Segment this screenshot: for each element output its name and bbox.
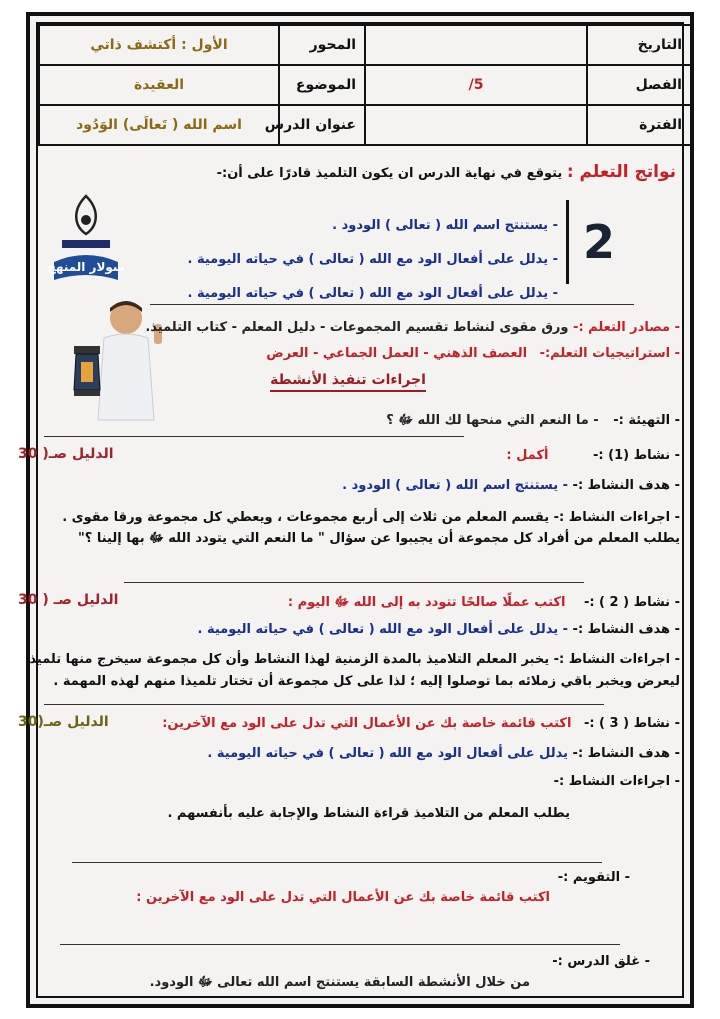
activity-2-guide-ref: الدليل صـ ( 30 [18, 592, 119, 608]
activity-1-procedure-line [62, 510, 680, 525]
divider [72, 862, 602, 863]
activity-2-goal-label: - هدف النشاط :- [572, 622, 680, 637]
procedures-title: اجراءات تنفيذ الأنشطة [270, 372, 426, 392]
activity-1-procedure-2: يطلب المعلم من أفراد كل مجموعة أن يجيبوا عن سؤال " ما النعم التي يتودد الله ﷻ بها إلينا ؟" [78, 531, 680, 546]
axis-value: الأول : أكتشف ذاتي [39, 25, 279, 65]
header-row-1 [39, 25, 691, 65]
outcomes-intro: يتوقع في نهاية الدرس ان يكون التلميذ قادرًا على أن:- [216, 166, 563, 181]
divider [150, 304, 634, 305]
activity-2-proc-1: يخبر المعلم التلاميذ بالمدة الزمنية لهذا النشاط وأن كل مجموعة سيخرج منها تلميذ [29, 652, 550, 667]
header-row-3 [39, 105, 691, 145]
closing-value: من خلال الأنشطة السابقة يستنتج اسم الله تعالى ﷻ الودود. [149, 975, 530, 990]
activity-1-goal: - يستنتج اسم الله ( تعالى ) الودود . [342, 478, 569, 493]
outcome-number-badge: 2 [566, 200, 629, 284]
resources-line [145, 320, 680, 335]
header-table [38, 24, 692, 146]
activity-3-goal: يدلل على أفعال الود مع الله ( تعالى ) في حياته اليومية . [207, 746, 569, 761]
evaluation-label: - التقويم :- [557, 870, 630, 885]
logo-text: سولار المنهج [47, 260, 125, 274]
activity-3-header [162, 716, 680, 731]
activity-3-procedure-label: - اجراءات النشاط :- [553, 774, 680, 789]
strategies-label: - استراتيجيات التعلم:- [539, 346, 680, 361]
activity-3-goal-line [207, 746, 680, 761]
activity-2-procedure-line [29, 652, 680, 667]
strategies-value: العصف الذهني - العمل الجماعي - العرض [266, 346, 528, 361]
period-value[interactable] [365, 105, 587, 145]
activity-1-label: - نشاط (1) :- [593, 448, 680, 463]
activity-1-title: أكمل : [506, 448, 549, 463]
activity-3-goal-label: - هدف النشاط :- [572, 746, 680, 761]
grade-value: 5/ [365, 65, 587, 105]
activity-2-title: اكتب عملًا صالحًا تتودد به إلى الله ﷻ اليوم : [287, 595, 566, 610]
header-row-2 [39, 65, 691, 105]
closing-label: - غلق الدرس :- [552, 954, 650, 969]
activity-2-procedure-2: ليعرض ويخبر باقي زملائه بما توصلوا إليه ؛ لذا على كل مجموعة أن تختار تلميذا منهم لهذه المهمة . [53, 674, 680, 689]
activity-3-guide-ref: الدليل صـ(30 [18, 714, 109, 730]
activity-1-goal-line [342, 478, 680, 493]
activity-2-label: - نشاط ( 2 ) :- [583, 595, 680, 610]
activity-2-proc-label: - اجراءات النشاط :- [553, 652, 680, 667]
period-label: الفترة [587, 105, 691, 145]
grade-label: الفصل [587, 65, 691, 105]
strategies-line [266, 346, 680, 361]
outcome-item-2: - يدلل على أفعال الود مع الله ( تعالى ) في حياته اليومية . [187, 252, 558, 267]
lesson-label: عنوان الدرس [279, 105, 365, 145]
boy-with-lantern-illustration [70, 294, 170, 420]
activity-3-label: - نشاط ( 3 ) :- [583, 716, 680, 731]
divider [44, 436, 464, 437]
activity-2-header [288, 594, 680, 613]
lesson-value: اسم الله ( تَعالَى) الوَدُود [39, 105, 279, 145]
axis-label: المحور [279, 25, 365, 65]
resources-label: - مصادر التعلم :- [573, 320, 680, 335]
activity-1-proc-label: - اجراءات النشاط :- [553, 510, 680, 525]
outcomes-line [217, 162, 676, 182]
activity-2-goal: - يدلل على أفعال الود مع الله ( تعالى ) في حياته اليومية . [197, 622, 569, 637]
activity-1-header [506, 448, 680, 463]
activity-1-guide-ref: الدليل صـ( 30 [18, 446, 114, 462]
outcome-item-1: - يستنتج اسم الله ( تعالى ) الودود . [332, 218, 558, 233]
divider [124, 582, 584, 583]
date-label: التاريخ [587, 25, 691, 65]
activity-3-title: اكتب قائمة خاصة بك عن الأعمال التي تدل على الود مع الآخرين: [162, 716, 572, 731]
date-value[interactable] [365, 25, 587, 65]
divider [44, 704, 604, 705]
warmup-line [386, 412, 680, 431]
warmup-label: - التهيئة :- [613, 413, 680, 428]
evaluation-value: اكتب قائمة خاصة بك عن الأعمال التي تدل على الود مع الآخرين : [136, 890, 550, 905]
topic-label: الموضوع [279, 65, 365, 105]
activity-1-goal-label: - هدف النشاط :- [572, 478, 680, 493]
activity-1-proc-1: يقسم المعلم من ثلاث إلى أربع مجموعات ، ويعطي كل مجموعة ورقا مقوى . [62, 510, 550, 525]
activity-3-procedure-1: يطلب المعلم من التلاميذ قراءة النشاط والإجابة عليه بأنفسهم . [167, 806, 570, 821]
topic-value: العقيدة [39, 65, 279, 105]
logo-icon [44, 190, 128, 292]
resources-value: ورق مقوى لنشاط تقسيم المجموعات - دليل المعلم - كتاب التلميذ. [145, 320, 569, 335]
outcomes-title: نواتج التعلم : [566, 162, 676, 182]
divider [60, 944, 620, 945]
activity-2-goal-line [198, 622, 681, 637]
warmup-value: - ما النعم التي منحها لك الله ﷻ ؟ [386, 413, 599, 428]
outcome-item-3: - يدلل على أفعال الود مع الله ( تعالى ) في حياته اليومية . [187, 286, 558, 301]
